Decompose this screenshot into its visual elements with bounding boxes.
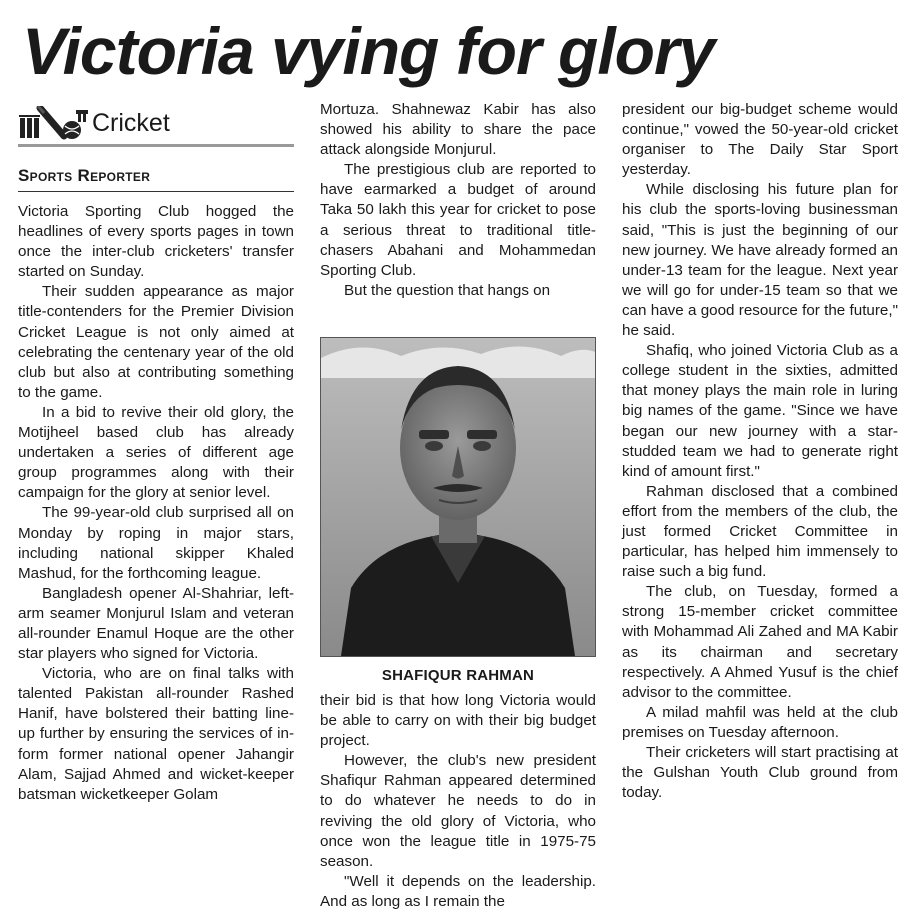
- headline: Victoria vying for glory: [22, 14, 715, 88]
- paragraph: Their cricketers will start practising at the Gulshan Youth Club ground from today.: [622, 744, 898, 802]
- article-column-2: [320, 100, 596, 912]
- paragraph: "Well it depends on the leadership. And as long as I remain the: [320, 872, 596, 910]
- paragraph: Victoria, who are on final talks with talented Pakistan all-rounder Rashed Hanif, have bolstered their batting line-up further by ensuring the services of in-form former national opener Jahangir Alam, Sajjad Ahmed and wicket-keeper batsman wicketkeeper Golam: [18, 665, 294, 803]
- paragraph: The club, on Tuesday, formed a strong 15-member cricket committee with Mohammad Ali Zahed and MA Kabir as its chairman and secretary respectively. A Ahmed Yusuf is the chief advisor to the committee.: [622, 583, 898, 701]
- paragraph: Mortuza. Shahnewaz Kabir has also showed his ability to share the pace attack alongside Monjurul.: [320, 101, 596, 159]
- paragraph: Rahman disclosed that a combined effort from the members of the club, the just formed Cricket Committee in particular, has helped him immensely to raise such a big fund.: [622, 482, 898, 581]
- paragraph: However, the club's new president Shafiqur Rahman appeared determined to do whatever he needs to do in reviving the old glory of Victoria, who once won the league title in 1975-75 season.: [320, 752, 596, 870]
- article-column-3: [622, 100, 898, 803]
- article-column-1: [18, 100, 294, 805]
- portrait-photo: [320, 337, 596, 657]
- section-label: Cricket: [92, 109, 170, 137]
- photo-caption: SHAFIQUR RAHMAN: [381, 666, 535, 684]
- paragraph: In a bid to revive their old glory, the Motijheel based club has already undertaken a series of different age group programmes along with their campaign for the glory at senior level.: [18, 403, 294, 502]
- byline-text: Sports Reporter: [18, 166, 151, 185]
- paragraph: The prestigious club are reported to have earmarked a budget of around Taka 50 lakh this year for cricket to pose a serious threat to traditional title-chasers Abahani and Mohammedan Sporting Club.: [320, 161, 596, 279]
- paragraph: But the question that hangs on: [344, 281, 551, 299]
- section-header: [18, 100, 294, 147]
- paragraph: While disclosing his future plan for his club the sports-loving businessman said, "This is just the beginning of our new journey. We have already formed an under-13 team for the league. Next year we will go for under-15 team so that we can have a good resource for the future," he said.: [622, 181, 898, 340]
- paragraph: their bid is that how long Victoria would be able to carry on with their big budget project.: [320, 691, 596, 750]
- paragraph: Victoria Sporting Club hogged the headlines of every sports pages in town once the inter-club cricketers' transfer started on Sunday.: [18, 203, 294, 281]
- paragraph: Bangladesh opener Al-Shahriar, left-arm seamer Monjurul Islam and veteran all-rounder Enamul Hoque are the other star players who signed for Victoria.: [18, 584, 294, 663]
- paragraph: The 99-year-old club surprised all on Monday by roping in major stars, including national skipper Khaled Mashud, for the forthcoming league.: [18, 504, 294, 582]
- byline: [18, 165, 294, 192]
- cricket-bat-ball-stumps-icon: [18, 106, 90, 140]
- paragraph: Shafiq, who joined Victoria Club as a college student in the sixties, admitted that money plays the main role in luring big names of the game. "Since we have began our new journey with a star-studded team we had to generate right kind of amount first.": [622, 342, 898, 480]
- paragraph: Their sudden appearance as major title-contenders for the Premier Division Cricket League is not only aimed at celebrating the centenary year of the old club but also at contributing something to the game.: [18, 283, 294, 401]
- paragraph: A milad mahfil was held at the club premises on Tuesday afternoon.: [622, 703, 898, 741]
- paragraph: president our big-budget scheme would continue," vowed the 50-year-old cricket organiser to The Daily Star Sport yesterday.: [622, 101, 898, 179]
